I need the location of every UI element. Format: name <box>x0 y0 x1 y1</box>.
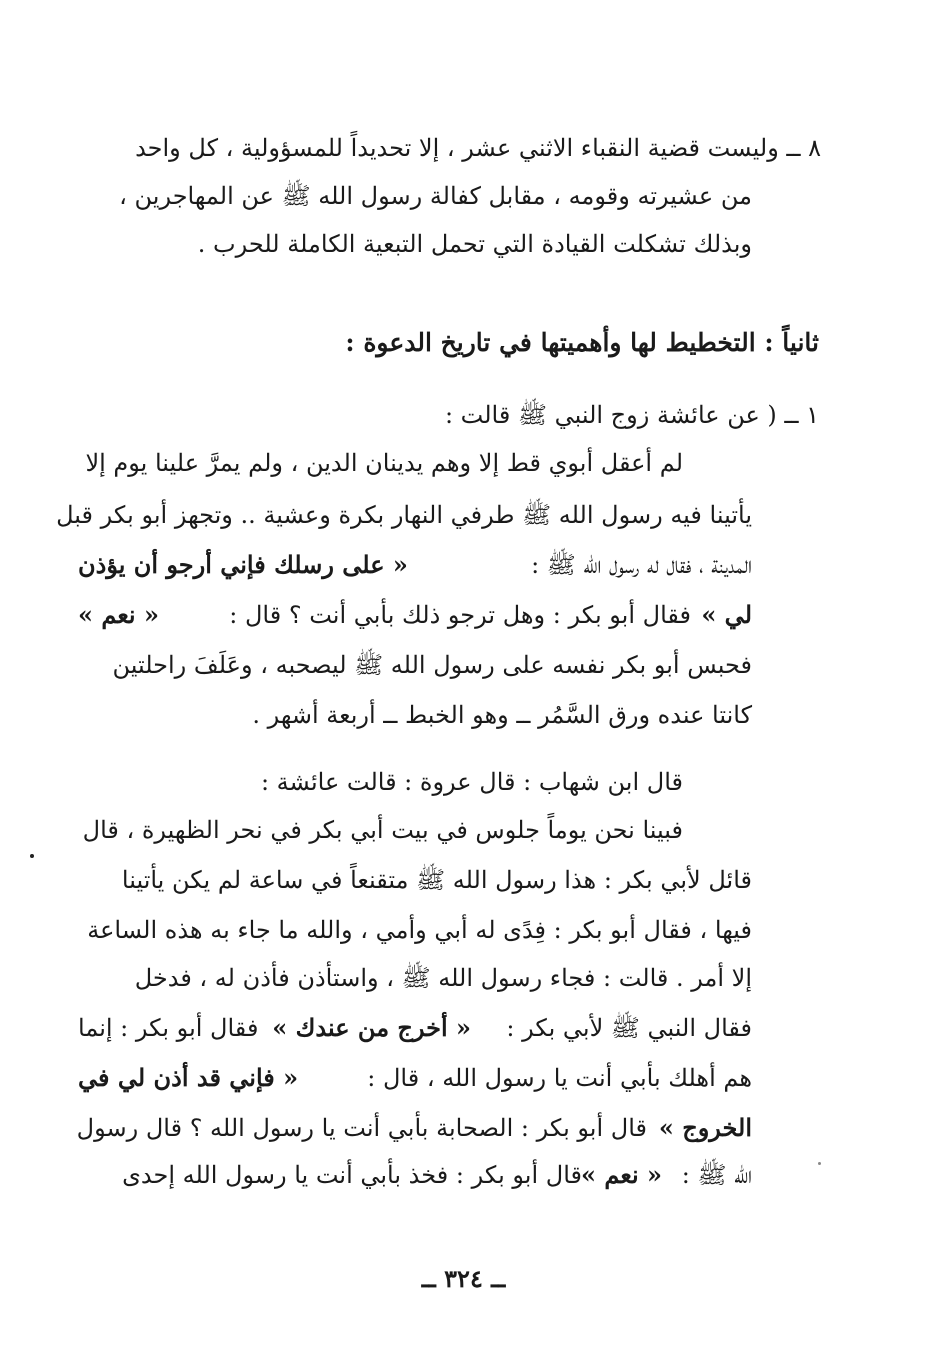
item-8-line-2: من عشيرته وقومه ، مقابل كفالة رسول الله ﷺ عن المهاجرين ، <box>119 182 752 210</box>
paragraph-2-line: قال أبو بكر : فخذ بأبي أنت يا رسول الله إحدى <box>122 1161 582 1189</box>
page-number: ــ ٣٢٤ ــ <box>421 1264 506 1293</box>
paragraph-2-line: قائل لأبي بكر : هذا رسول الله ﷺ متقنعاً في ساعة لم يكن يأتينا <box>121 866 752 894</box>
paragraph-1-line: لم أعقل أبوي قط إلا وهم يدينان الدين ، ولم يمرَّ علينا يوم إلا <box>85 449 683 477</box>
paragraph-1-line: فحبس أبو بكر نفسه على رسول الله ﷺ ليصحبه ، وعَلَفَ راحلتين <box>112 651 752 679</box>
prophet-quote-wait-end: لي » <box>701 600 752 629</box>
paragraph-1-line: يأتينا فيه رسول الله ﷺ طرفي النهار بكرة وعشية .. وتجهز أبو بكر قبل <box>56 501 752 529</box>
prophet-quote-permitted-end: الخروج » <box>658 1113 752 1142</box>
prophet-quote-wait: « على رسلك فإني أرجو أن يؤذن <box>78 550 408 579</box>
paragraph-2-line: هم أهلك بأبي أنت يا رسول الله ، قال : <box>367 1064 752 1092</box>
prophet-quote-yes-2: « نعم » <box>581 1160 662 1189</box>
paragraph-1-line: كانتا عنده ورق السَّمُر ــ وهو الخبط ــ أربعة أشهر . <box>252 701 752 729</box>
item-8-line-3: وبذلك تشكلت القيادة التي تحمل التبعية الكاملة للحرب . <box>197 230 752 258</box>
paragraph-2-line: فبينا نحن يوماً جلوس في بيت أبي بكر في نحر الظهيرة ، قال <box>82 816 683 844</box>
paragraph-2-line: قال أبو بكر : الصحابة بأبي أنت يا رسول الله ؟ قال رسول <box>76 1114 647 1142</box>
paragraph-1-line: المدينة ، فقال له رسول الله ﷺ : <box>531 551 752 579</box>
scan-speck <box>818 1162 821 1165</box>
paragraph-2-line: إلا أمر . قالت : فجاء رسول الله ﷺ ، واستأذن فأذن له ، فدخل <box>134 964 752 992</box>
item-8-line-1: ٨ ــ وليست قضية النقباء الاثني عشر ، إلا تحديداً للمسؤولية ، كل واحد <box>135 134 821 162</box>
scan-speck <box>30 854 34 858</box>
paragraph-2-line: الله ﷺ : <box>681 1161 752 1189</box>
prophet-quote-yes: « نعم » <box>78 600 159 629</box>
prophet-quote-leave: « أخرج من عندك » <box>272 1013 471 1042</box>
section-heading: ثانياً : التخطيط لها وأهميتها في تاريخ الدعوة : <box>345 328 819 357</box>
paragraph-2-line: فقال النبي ﷺ لأبي بكر : <box>506 1014 752 1042</box>
paragraph-2-line: فيها ، فقال أبو بكر : فِدًى له أبي وأمي ، والله ما جاء به هذه الساعة <box>87 916 752 944</box>
item-1-intro: ١ ــ ( عن عائشة زوج النبي ﷺ قالت : <box>444 401 819 429</box>
paragraph-1-line: فقال أبو بكر : وهل ترجو ذلك بأبي أنت ؟ قال : <box>229 601 691 629</box>
paragraph-2-line: فقال أبو بكر : إنما <box>78 1014 259 1042</box>
prophet-quote-permitted: « فإني قد أذن لي في <box>78 1063 299 1092</box>
narration-chain: قال ابن شهاب : قال عروة : قالت عائشة : <box>260 768 683 796</box>
